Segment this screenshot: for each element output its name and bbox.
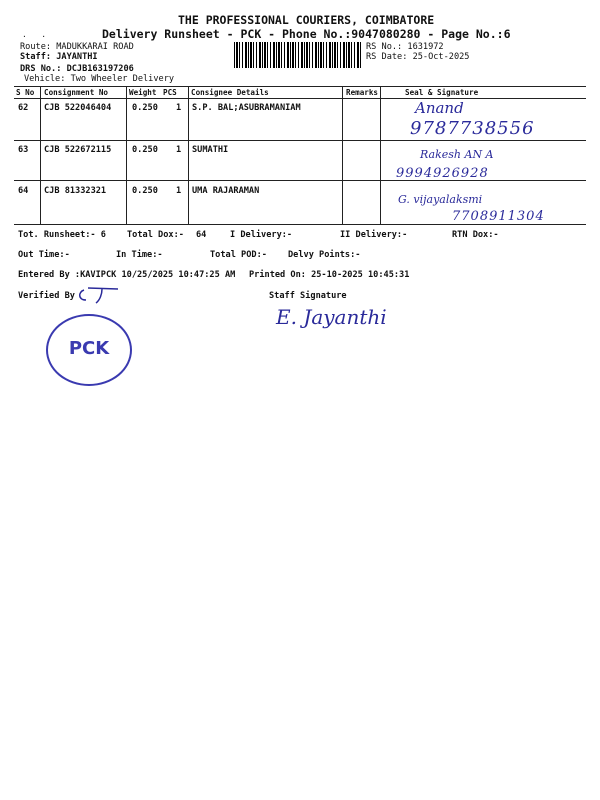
row-sno: 62 <box>18 103 29 113</box>
pck-stamp <box>46 314 132 386</box>
row-signature-name: G. vijayalaksmi <box>398 193 483 206</box>
row-consignment: CJB 81332321 <box>44 186 107 196</box>
printed-on: Printed On: 25-10-2025 10:45:31 <box>249 270 410 280</box>
dot-mark: . . <box>22 30 47 39</box>
row-consignment: CJB 522046404 <box>44 103 112 113</box>
row-weight: 0.250 <box>132 186 158 196</box>
verified-initials-mark <box>74 284 124 306</box>
row-consignee: SUMATHI <box>192 145 229 155</box>
col-header-seal-signature: Seal & Signature <box>405 88 479 97</box>
row-signature-name: Rakesh AN A <box>420 148 494 161</box>
row-consignee: UMA RAJARAMAN <box>192 186 260 196</box>
total-dox-label: Total Dox:- <box>127 230 184 240</box>
in-time: In Time:- <box>116 250 163 260</box>
total-pod: Total POD:- <box>210 250 267 260</box>
rs-number: RS No.: 1631972 <box>366 42 444 52</box>
row-consignee: S.P. BAL;ASUBRAMANIAM <box>192 103 301 113</box>
col-header-consignee: Consignee Details <box>191 88 269 97</box>
drs-label: DRS No.: DCJB163197206 <box>20 64 134 74</box>
row-pcs: 1 <box>176 103 182 113</box>
row-signature-phone: 7708911304 <box>452 209 545 224</box>
route-label: Route: MADUKKARAI ROAD <box>20 42 134 52</box>
tot-runsheet: Tot. Runsheet:- 6 <box>18 230 106 240</box>
row-weight: 0.250 <box>132 103 158 113</box>
row-signature-name: Anand <box>415 99 464 117</box>
row-signature-phone: 9787738556 <box>410 118 535 139</box>
col-header-remarks: Remarks <box>346 88 379 97</box>
stamp-text: PCK <box>68 338 110 359</box>
i-delivery: I Delivery:- <box>230 230 293 240</box>
total-dox-value: 64 <box>196 230 207 240</box>
row-pcs: 1 <box>176 186 182 196</box>
row-signature-phone: 9994926928 <box>396 166 489 181</box>
col-header-consignment: Consignment No <box>44 88 109 97</box>
row-sno: 63 <box>18 145 29 155</box>
row-pcs: 1 <box>176 145 182 155</box>
delvy-points: Delvy Points:- <box>288 250 361 260</box>
row-weight: 0.250 <box>132 145 158 155</box>
company-title: THE PROFESSIONAL COURIERS, COIMBATORE <box>178 13 435 27</box>
col-header-pcs: PCS <box>163 88 177 97</box>
vehicle-label: Vehicle: Two Wheeler Delivery <box>24 74 175 84</box>
col-header-sno: S No <box>16 88 35 97</box>
row-consignment: CJB 522672115 <box>44 145 112 155</box>
staff-signature-hand: E. Jayanthi <box>276 305 387 329</box>
entered-by: Entered By :KAVIPCK 10/25/2025 10:47:25 AM <box>18 270 236 280</box>
staff-label: Staff: JAYANTHI <box>20 52 98 62</box>
col-header-weight: Weight <box>129 88 157 97</box>
rs-date: RS Date: 25-Oct-2025 <box>366 52 470 62</box>
barcode <box>234 42 361 68</box>
out-time: Out Time:- <box>18 250 70 260</box>
staff-signature-label: Staff Signature <box>269 291 347 301</box>
runsheet-title: Delivery Runsheet - PCK - Phone No.:9047080280 - Page No.:6 <box>102 27 511 41</box>
verified-by-label: Verified By <box>18 291 75 301</box>
row-sno: 64 <box>18 186 29 196</box>
ii-delivery: II Delivery:- <box>340 230 408 240</box>
rtn-dox: RTN Dox:- <box>452 230 499 240</box>
